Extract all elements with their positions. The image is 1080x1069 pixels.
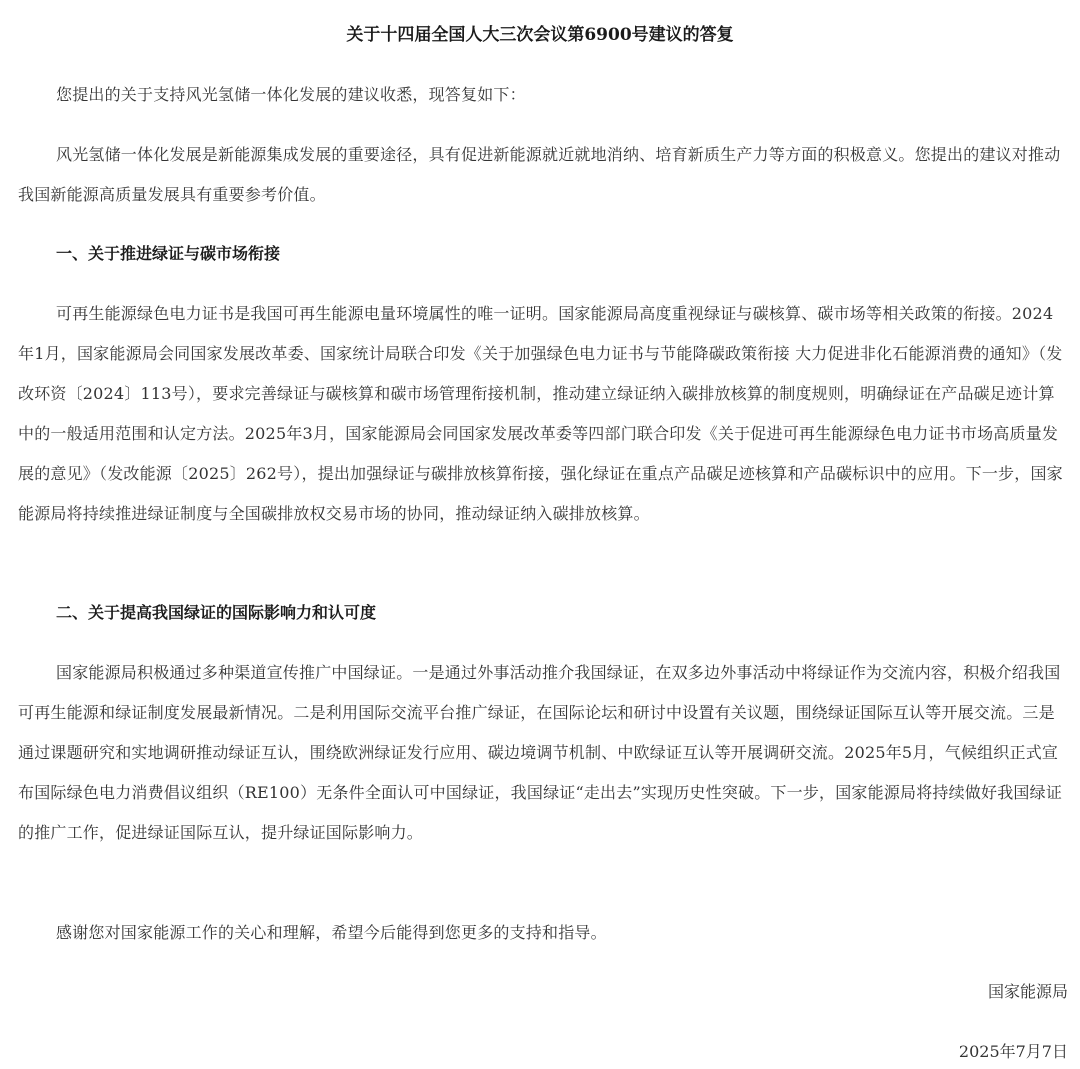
intro-paragraph: 风光氢储一体化发展是新能源集成发展的重要途径，具有促进新能源就近就地消纳、培育新质生产力等方面的积极意义。您提出的建议对推动我国新能源高质量发展具有重要参考价值。 [18, 145, 1061, 204]
section-1-heading: 一、关于推进绿证与碳市场衔接 [56, 244, 281, 263]
greeting-paragraph: 您提出的关于支持风光氢储一体化发展的建议收悉，现答复如下： [56, 85, 526, 104]
closing-paragraph: 感谢您对国家能源工作的关心和理解，希望今后能得到您更多的支持和指导。 [56, 923, 607, 942]
section-1-paragraph: 可再生能源绿色电力证书是我国可再生能源电量环境属性的唯一证明。国家能源局高度重视绿证与碳核算、碳市场等相关政策的衔接。2024年1月，国家能源局会同国家发展改革委、国家统计局联合印发《关于加强绿色电力证书与节能降碳政策衔接 大力促进非化石能源消费的通知》（发改环资〔2024〕113号），要求完善绿证与碳核算和碳市场管理衔接机制，推动建立绿证纳入碳排放核算的制度规则，明确绿证在产品碳足迹计算中的一般适用范围和认定方法。2025年3月，国家能源局会同国家发展改革委等四部门联合印发《关于促进可再生能源绿色电力证书市场高质量发展的意见》（发改能源〔2025〕262号），提出加强绿证与碳排放核算衔接，强化绿证在重点产品碳足迹核算和产品碳标识中的应用。下一步，国家能源局将持续推进绿证制度与全国碳排放权交易市场的协同，推动绿证纳入碳排放核算。 [18, 304, 1063, 523]
date: 2025年7月7日 [958, 1042, 1068, 1061]
section-2-paragraph: 国家能源局积极通过多种渠道宣传推广中国绿证。一是通过外事活动推介我国绿证，在双多边外事活动中将绿证作为交流内容，积极介绍我国可再生能源和绿证制度发展最新情况。二是利用国际交流平台推广绿证，在国际论坛和研讨中设置有关议题，围绕绿证国际互认等开展交流。三是通过课题研究和实地调研推动绿证互认，围绕欧洲绿证发行应用、碳边境调节机制、中欧绿证互认等开展调研交流。2025年5月，气候组织正式宣布国际绿色电力消费倡议组织（RE100）无条件全面认可中国绿证，我国绿证“走出去”实现历史性突破。下一步，国家能源局将持续做好我国绿证的推广工作，促进绿证国际互认，提升绿证国际影响力。 [18, 663, 1063, 842]
section-2-heading: 二、关于提高我国绿证的国际影响力和认可度 [56, 603, 377, 622]
signature: 国家能源局 [987, 982, 1068, 1001]
document-title: 关于十四届全国人大三次会议第6900号建议的答复 [346, 25, 734, 45]
